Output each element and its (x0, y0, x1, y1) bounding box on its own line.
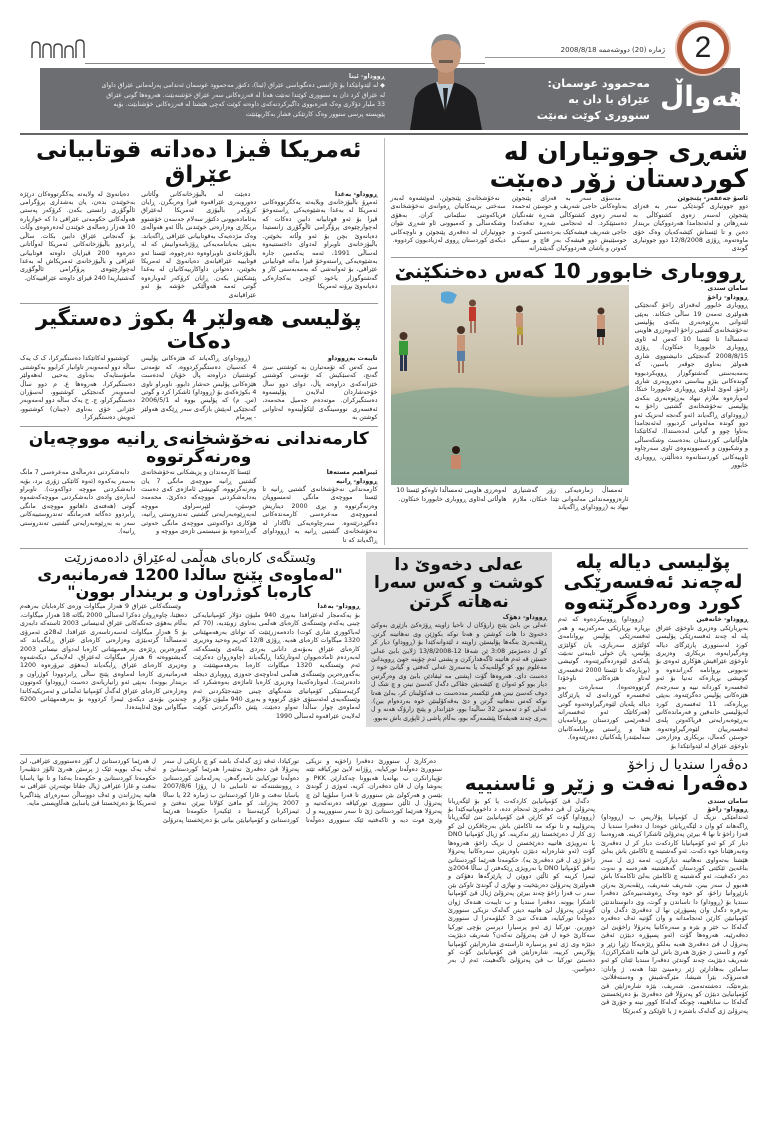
khabur-body (391, 285, 749, 512)
zakho-byline-location: ڕووداو- زاخۆ (707, 806, 748, 814)
right-half (391, 138, 749, 513)
electricity-headline[interactable]: "لەماوەی پێنج ساڵدا 1200 فەرمانبەری کارەبا کوژراون و بریندار بوون" (37, 564, 343, 602)
top-story-byline: ڕووداو- ئینا (348, 73, 385, 80)
police-erbil-text-3: کوشتبوو لەکاتێکدا دەستگیرکرا، ک ک یەک ساڵە دوو لەمەوبەر تاوانبار کرابوو بەکوشتنی مامۆستایەک بەناوی یەحیی لەهەولێر دەستگیرکرا، هەروەها ع. م دوو ساڵ لەمەوبەر گەنجێکی کوشتبوو، لەسۆران دەستگیرکراو، ج. ح یەک ساڵە دوو لەمەوبەر خێزانی خۆی بەناوی (جینان) کوشتبوو، ئەویش دەستگیرکرا. (19, 355, 136, 422)
diyala-text-1: بەبڕیارێکی وەزیری ناوخۆی عێراق پلە لە چەند ئەفسەرێکی پۆلیسی کورد لەسنووری پارێزگای دیالە وەرگیرایەوە، بریکاری وەزیری ناوخۆی عێراقیش هۆکاری ئەوەی بۆ نەبوونی بڕوانامە گەڕاندەوە و گوتیشی بڕیارەکە تەنیا بۆ ئەو ئەفسەرە کوردانە نییە و سەرجەم هێزەکانی پۆلیس دەگرێتەوە. بەپێی بڕیارەکە، 11 ئەفسەری کورد لەپۆلیسی خانەقین و فەرماندەکانی بەڕێوەبەرایەتی فریاکەوتن پلەی ئەفسەرییان لێوەرگیراوەتەوە. حوسێن کەمال، بریکاری وەزارەتی ناوخۆی عێراق لە لێدوانێکدا بۆ (656, 624, 749, 750)
page-number: 2 (694, 31, 712, 64)
zakho-right (448, 758, 748, 1016)
farmers-column-3 (390, 195, 505, 254)
farmers-text-3: نەخۆشخانەی پێنجوێن، لەوێشەوە لەبەر سەختی برینەکانیان ڕەوانەی نەخۆشخانەی فریاکەوتنی سلێمانی کران. بەهۆی وشکەساڵی و کەمبوونی ئاو شەڕی نێوان جووتیاران لە دەڤەری پێنجوێن و ناوچەکانی دیکەی کوردستان ڕووی لەزیادبوون کردووە. (390, 195, 506, 245)
issue-info: ژمارە (20) دووشەممە 2008/8/18 (485, 46, 665, 58)
electricity-byline: ڕووداو- بەغدا (317, 603, 360, 611)
diyala-text-2: (ڕووداو) ڕوونیکردەوە کە ئەم بڕیارە بڕیارێکی مەرکەزییە و هەر ئەفسەرێکی پۆلیس بڕوانامەی کۆلێژی سەربازی، یان کۆلێژی پۆلیس، یان خولی تایبەتی نەبێت پلەکەی لێوەردەگیرێتەوە، گوتیشی (بڕیارەکە تا ئێستا 2000 ئەفسەری لەناو هێزەکانی ناوخۆدا گرتووەتەوە). سەبارەت بەو ئەفسەرە کوردانەی لە پارێزگای دیالە پلەیان لێوەرگیراوەتەوە گوتی (هەرکاتێک ئەو ئەفسەرانە لەهەرێمی کوردستان بڕوانامەیان هێنا و ڕاستی بڕوانامەکانیان سەلمێندرا پلەکانیان دەدرێتەوە). (558, 616, 651, 742)
khabur-column-1 (635, 285, 749, 470)
diyala-article (558, 552, 748, 751)
top-story-text: ◆ لە لێدوانێکدا بۆ ئاژانسی دەنگوباسی عێراق (ئینا)، دکتۆر مەحموود عوسمان ئەندامی پەرلەمانی عێراق داوای لە عێراق کرد دان بە سنووری کوێتدا نەنێت هەتا لە قەرزەکانی سەر عێراق خۆشنەبێت. هەروەها گوتی عێراق 33 ملیار دۆلاری وەک قەرەبووی داگیرکردنەکەی داوەتە کوێت کەچی هێشتا لە قەرزەکانی خۆشنابێت. بۆیە پێویستە پرسی سنوور وەک کارتێکی فشار بەکاربهێنێت (101, 82, 385, 118)
zakho-byline: سامان سندی (707, 797, 748, 805)
portrait-photo (390, 20, 500, 130)
khabur-byline: سامان سندی (707, 285, 748, 293)
farmers-column-2 (512, 195, 627, 254)
section-rule (20, 548, 748, 549)
farmers-text-1: دوو جووتیاری گوندێکی سەر بە قەزای پێنجوێن لەسەر زەوی کشتوکاڵی بە شەڕهاتن و لەئەنجامدا هەردووکیان بریندار دەبن و تا ئێستاش کێشەکەیان وەک خۆی ماوەتەوە. ڕۆژی 12/8/2008 دوو جووتیاری گوندی (632, 203, 748, 253)
zakho-text-1: ئەندامێکی نزیک ل کۆمپانیا پۆلاریس ب (ڕووداو) ڕاگەهاند کو وان د لێگەڕیانێن خوەدا ل دەڤەرا سندیا ل قەزا زاخۆ تا نها 4 بیرێن پەترۆلێ ئاشکرا کرینە. هەروەسا دیار کر کو ئەو کۆمپانیایا کاردکەت دیار کر ل دەڤەرێ وەبەرهێنانا خوە دکەت. ئەو گەشتینە چ ئاکامێن باش بەلێ هێشتا بەتەواوی نەهاتینە دیارکرن، ئەمە ژی ل سەر بناغەیێ ئێکێتی کوردستان گەهشتینە هەرەسە و نەوت دەر دکەڤیت، ئەو گەشتینە چ ئاکامێن بەلێ ئاکامەکا باش هەبوو ل سەر بینن. شەریف شەریف، ڕێڤەبەرێ بەرێن بازێڕوانیا زاخۆ، کو خوە وەک ڕەوشەنبیرەکێ دەڤەرا سندیا بۆ (ڕووداو) دا ناساندن و گوت، وی دانوستاندنێن بەرفرە دگەل وان پسپۆڕێن نها ل دەڤەرێ دگەل وان کۆمپانیێن کارێن ئەنجامدانە و وان گۆتیە ئەڤ دەڤەرە گەلەکا ب خێر و بێرە و سەرەکانیا پەترۆلا زاخۆیێ لێ دەڤەرێیە. هەروەها گۆت (ئەو پسپۆڕە دبێژن ئەڤێ پەترۆل ل ڤێ دەڤەرێ هەیە بەلکو ڕێژەیەکا زێڕا زێڕ و کوم و ئاسنی ژ جۆرێ هەرێ باش لێ هاتیە ئاشکراکرن). شەریف دبێژیت چەند گوندێن دەڤەرا سندیا ئێنان کو ئەو ساماێن بەهادارێن ژێر زەمینێ تێدا هەنە، ژ وانان: قەسرۆک، بێرا شیشا، مێرگەشیش و وەستەڤلانێ، بێرەنێک، دەشتەتەمێ. شەریف، بێژە شارەزایێن ڤێ کۆمپانیایێ دبێژن کو پەترۆلا ڤێ دەڤەرێ بۆ دەرێخستنێ گەلەکا ب ساناهییە، چونکە گەلەکا کوور نینە و جۆرێ ڤێ پەترۆلێ ژی گەلەک باشترە ژ یا ئاوێکێ و کەبرێکا (601, 814, 748, 1015)
khabur-text-1: ڕووباری خابوور لەقەزای زاخۆ گەنجێکی هەولێری تەمەن 19 ساڵی خنکاند. بەپێی لێدوانی بەڕێوەبەری بنکەی پۆلیسی نەخۆشخانەی گشتیی زاخۆ (لەوەزری هاوینی ئەمساڵدا تا ئێستا 10 کەس لە ئاوی ڕووباری خابووردا خنکاون). ڕۆژی 2008/8/15 گەنجێکی دانیشتووی شاری هەولێر بەناوی جوڤەر یاسین، کە بەمەبەستی گەشتوگوزار ڕوویکردبووە گوندەکانی بێژو بیناستی دەوروبەری شاری زاخۆ، لەوێ لەئاوی ڕووباری خابووردا خنکا. لەوبارەوە ملازم نیهاد بەڕێوەبەری بنکەی پۆلیسی نەخۆشخانەی گشتیی زاخۆ بە (ڕووداو)ی ڕاگەیاند (ئەو گەنجە لەنزیک ئەو دوو گوندە مەلەوانی کردبوو، لەئەنجامدا بەناوا چوو و گیانی لەدەستدا). لەکاتێکدا هاوڵاتیانی کوردستان بەدەست وشکەساڵی و وشکبوون و کەمبوونەوەی ئاوی سەرچاوە ئاوییەکانی کوردستانەوە دەناڵێنن، ڕووباری خابوور (634, 302, 748, 469)
upper-block (20, 138, 748, 545)
zakho-kicker: دەڤەرا سندیا ل زاخۆ (628, 756, 748, 773)
visa-columns (20, 191, 378, 300)
zakho-column-1 (601, 798, 748, 1017)
section-rule (20, 133, 748, 135)
police-erbil-columns (20, 355, 378, 422)
visa-text-3: دەیانەوێ لە ولایەتە یەکگرتووەکان درێژە بەخوێندن بدەن، یان بەشداری پرۆگرامی ئاڵوگۆڕی زانستی بکەن. کرۆکەر پەستی هەوڵەکانی حکومەتی عێراقی دا کە خوازیارە 10 هەزار زەمالەی خوێندن لەدەرەوەی وڵات بۆ گەنجانی عێراق دابین بکات. ساڵی ڕابردوو باڵیۆزخانەکانی ئەمریکا لەوڵاتانی دەرەوە 200 ڤیزایان داوەتە قوتابیانی عێراقی و باڵیۆزخانەی ئەمریکاش لە بەغدا لەچوارچێوەی پرۆگرامی ئاڵوگۆڕی گەشتیاریدا 240 ڤیزای داوەتە عێراقییەکان. (19, 190, 136, 282)
ranya-column-3 (20, 469, 135, 545)
police-erbil-column-3 (20, 355, 135, 422)
zakho-column-2 (448, 798, 595, 1017)
ranya-text-2: ئێستا کارمەندان و پزیشکانی نەخۆشخانەی گشتیی ڕانیە مووچەی مانگی 7 یان وەرنەگرتووە، گوتیشی ئاماژەی کەی دەست بەدابەشکردنی مووچەکە دەکرێ. محەمەد حوسێن، لێپرسراوی مووچە لەبەڕێوەبەرایەتی گشتیی تەندروستی ڕانیە، هۆکاری دواکەوتنی مووچەی مانگی حەوتی گەڕاندەوە بۆ سیستمی تازەی مووچە و (141, 469, 257, 536)
electricity-text-2: وێستگەکانی عێراق 9 هەزار میگاوات وزەی کارەبایان بەرهەم دەهێنا، چاوەڕوان دەکرا لەساڵی 2000 بگاتە 18 هەزار میگاوات، بەڵام بەهۆی جەنگەکانی عێراق لەنیسانی 2003 ئاستەکە دابەزی بۆ 5 هەزار میگاوات لەسەرتاسەری عێراقدا. لە28ی ئەمرۆی ئەمساڵدا گرتەبێژی وەزارەتی کارەبای عێراق ڕایگەیاند کە گەورەترین ڕێژەی بەرهەمهێنانی کارەبا لەدوای نیسانی 2003 گەیشتووەتە 6 هەزار میگاوات لەعێراق. لەلایەکی دیکەشەوە وەزیری کارەبای عێراق ڕایگەیاند (بەهۆی تیرۆرەوە 1200 فەرمانبەری کارەبا لەماوەی پێنج ساڵی ڕابردوودا کوژراون و بریندار بوونە). بەپێی ئەو زانیاریانەی دەست (ڕووداو) کەوتوون وەزارەتی کارەبای عێراق لەگەڵ کۆمپانیا ئەڵمانی و ئەمریکیەکاندا چەندین بۆندی دیکەی ئیمزا کردووە بۆ بەرهەمهێنانی 6200 میگاواتی نوێ لەئایندەدا. (20, 603, 188, 712)
farmers-column-1 (633, 195, 748, 254)
khabur-byline-location: ڕووداو- زاخۆ (707, 293, 748, 301)
khabur-text-2: ئەمساڵ ژمارەیەکی زۆر گەشتیاری ئارەزوومەندانی مەلەوانی تێدا خنکان، ملازم نیهاد بە (ڕووداو)ی ڕاگەیاند (512, 487, 629, 512)
diyala-columns (558, 616, 748, 751)
visa-byline: ڕووداو- بەغدا (334, 190, 378, 198)
police-erbil-text-1: سێ کەس کە تۆمەتبارن بە کوشتنی سێ گەنج، کەسێکیش کە تۆمەتی کوشتنی خێزانەکەی دراوەتە پاڵ، دوای دوو ساڵ خۆحەشاردان لەلایەن پۆلیسەوە دەستگیرکران. موتەدەم جەمیل محەمەد، ئەفسەری نووسینگەی لێکۆڵینەوە لەتاوانی کوشتن بە (262, 363, 378, 422)
electricity-article (20, 552, 360, 721)
ali-byline: ڕووداو- دهۆک (502, 613, 547, 621)
ali-article-box (366, 552, 552, 727)
page-number-badge (677, 22, 729, 74)
ranya-column-1 (262, 469, 377, 545)
khabur-photo-block (391, 285, 629, 512)
diyala-column-2 (558, 616, 650, 751)
ranya-column-2 (141, 469, 256, 545)
zakho-text-3: دەرکارێ ل سنوورێ دەڤەرا زاخۆیە و نزیکی سنوورێ دەوڵەتا تورکیایە، ڕۆژانە لایێ تورکیاڤە تێتە تۆپبارانکرن ب بهانەیا هەبوونا چەکدارێن PKK و بەوشا وان ل ڤان دەڤەران. کریە، ئەوژی ژ گوندێ بێسن و هەرکولێ بێن سنووری تا قەرا سلۆپیا لێ چ پەترۆل ل ئاڵێن سنووری تورکیاڤە دەرنەکەتیە و پەترۆلا هەرێما کوردستانێ ژێ تا سەر سنوورییە و ل وێرێ فوت دبە و ئاکەفتیە ئێک سنووری دەوڵەتا تورکیادا، ئەڤە ژی گەلەک باشە کو چ بارێکی ل سەر پەترۆلا ڤێ دەڤەرێ نەتێبەرا هەرێما کوردستانێ و دەوڵەتا تورکیایێ نامەرگەهن. پەرلەمانێ کوردستانێ د ڕوونشتنەکە تە ئاسایی دا ل ڕۆژا 2007/8/6 یاسایا نەفت و غازا کوردستانێ ب ژمارە 22 یا ساڵا 2007 پەژراند، کو مافێ کۆلانا بیرێن نەفتێ و ئیمزاکرنا گرێبەستا د ئێکبەرا حکومەتا هەرێما کوردستانێ و کۆمپانیایێن بیانی بۆ دەرێخستنا پەترۆلێ ل هەرێما کوردستانێ ل گۆر دەستووری عێراقی، لێ ئەڤ یەک بوویە ئێک ژ پرسێن هەرێ ئالۆز دنێڤبەرا حکومەتا کوردستانێ و حکومەتا بەغدا و تا نها یاسایا نەفت و غازا عێراقی ژیال جڤاتا نوێنەرێن عێراقی نە هاتیە پەژراندن و ئەڤ دووساڵن سەرەڕای پێداگیریا ئەمریکا بۆ دەرێخستنا ڤێ یاسایێ هەڵاویستی مایە. (20, 757, 442, 824)
zakho-column-3 (20, 758, 442, 825)
zakho-text-2: دگەل ڤێ کۆمپانیایێ کاردکەت یا کو بۆ لێگەڕیانا پەترۆلێ ل ڤێ دەڤەرێ ئەنجام ددە، د داخوویانیەکێدا بۆ (ڕووداو) گۆت کو کارێن ڤێ کۆمپانیایێ تنێ لێگەڕیانا پەترۆلییە و تا نوکە مە ئاکامێن باش بەرچاڤکرن لێ کو ژی کار ل دەرێخستنا زێڕ نەکرینە. کو زیال کۆمپانیا DNO یا نەرویژی هاتییە دەرێخستن ل نزیک زاخۆ، هەروەها گۆت (ئەو شارەزایە دبێژن باوەریێن سەرەکانیا پەترۆلا زاخۆ ژی ل ڤێ دەڤەرێ یە). حکومەتا هەرێما کوردستانێ تەڤی کۆمپانیا DNO یا نەرویژی ڕێکەفتن ل ساڵا 2004ێ ئیمزا کرینە کو ئاڵێن دووێن ل پارێزگەها دهۆکێ و هەولێرێ پەترۆلێ دەربێخیت و نهاژی ل گوندێ تاوکێ بێن سەر ب قەزا زاخۆ چەند بیرێن پەترۆلێ ژیال ڤێ کۆمپانیا ئاشکرا بوونە. دەڤەرا سندیا و ب تایبەت هندەک ژوان گوندێن پەترۆل لێ هاتییە دیتن گەلەک نزیکی سنوورێ دەوڵەتا تورکیایە، هندەک تنێ 3 کیلۆمەترا ل سنوورێ دووربن. تورکیا ژی ئەو پرسیارا دپرسن بۆچی تورکیا سەکارێ خوە ل ڤێ پەترۆلێ نەکەن؟ شەریف دبێژیت دبێژە وی ژی ئەو پرسیارە ئاراستەی شارەزایێن کۆمپانیا پۆلاریس کرییە، شارەزایێن ڤێ کۆمپانیایێ گۆت کو دەستێ تورکیا ب ڤێ پەترۆلێ ناگەهیت، ئەم ل بەر دەوامین. (448, 797, 595, 973)
electricity-kicker: وێستگەی کارەبای هەڵمی لەعێراق دادەمەزرێت (64, 550, 316, 566)
river-photo (391, 285, 629, 485)
police-erbil-column-1 (262, 355, 377, 422)
ranya-byline-location: ڕووداو- ڕانیە (336, 477, 378, 485)
visa-column-3 (20, 191, 135, 300)
visa-headline[interactable]: ئەمریکا ڤیزا دەداتە قوتابیانی عێراق (36, 137, 362, 188)
electricity-column-2 (20, 603, 187, 721)
section-rule (20, 426, 378, 427)
middle-block (20, 552, 748, 751)
police-erbil-text-2: (ڕووداو)ی ڕاگەیاند کە هێزەکانی پۆلیس 4 کەسیان دەستگیرکردووە، کە تۆمەتی کوشتنیان دراوەتە پاڵ خۆیان لەدەست هێزەکانی پۆلیس حەشار دابوو. ناوبراو ناوی 4 بکوژەکەی بۆ (ڕووداو) ئاشکرا کرد و گوتی (س. م) کە پۆلیس بووە لە 2006/5/1 گەنجێکی لەپێش بازگەی سەر ڕێگەی هەولێر - پیرمام (141, 355, 257, 422)
left-half (20, 138, 378, 545)
newspaper-logo (28, 38, 88, 62)
visa-column-1 (262, 191, 377, 300)
farmers-text-2: مەسۆی سەر بە قەزای پێنجوێن بەناوەکانی حاجی شەریف و حوسێن ئەحمەد لەسەر زەوی کشتوکاڵی شەڕە تفەنگیان دەستپێکرد. لە ئەنجامی شەڕە تەقەکەدا حاجی شەریف فیشەکێک بەردەستی کەوت و حوسێنیش دوو فیشەک بەر قاچ و سینگی کەوتن و پاشان هەردووکیان گەیێندرانە (511, 195, 627, 253)
top-story-headline[interactable]: مەحموود عوسمان: عێراق با دان بە سنووری کوێت نەنێت (536, 77, 650, 122)
police-erbil-column-2 (141, 355, 256, 422)
zakho-columns (448, 798, 748, 1017)
zakho-article (20, 758, 748, 1016)
section-rule (20, 754, 748, 755)
ali-headline[interactable]: عەلی دخەوێ دا کوشت و کەس سەرا نەهاتە گرتن (374, 554, 544, 612)
visa-text-2: دەبێت لە باڵیۆزخانەکانی وڵاتانی دەوروبەری عێراقەوە ڤیزا وەربگرن. ڕایان کرۆکەر باڵیۆزی ئەمریکا لەعێراق بەئامادەبوونی دکتۆر سەلام حەسەن خۆشنوو بریکاری وەزارەتی خوێندنی باڵا ئەو هەواڵەی وەک مژدەیەک بەقوتابیانی عێراقی ڕاگەیاند. بەپێی بەیاننامەیەکی ڕۆژنامەوانیش کە لە باڵیۆزخانەی ناوبراوەوە دەرچووە، ئێستا ئەو قوتابییە عێراقیانەی دەیانەوێ لە ئەمریکا بخوێنن، دەتوانن داواکارییەکانیان لە بەغدا پێشکێش بکەن. ڕایان کرۆکەر لەوبارەوە گوتی ئەمە هەواڵێکی خۆشە بۆ ئەو عێراقیانەی (141, 190, 257, 299)
electricity-columns (20, 603, 360, 721)
khabur-under-photo (391, 487, 629, 512)
zakho-headline[interactable]: دەڤەرا نەفت و زێڕ و ئاسنییە (464, 771, 748, 796)
ranya-text-1: کارمەندانی نەخۆشخانەی گشتیی ڕانیە تا ئێستا مووچەی مانگی ئەمسوویان وەرنەگرتووە و بڕی 2000 دیناریش لەمووچەی مەعرەسی کارمەندەکانی دەگێڕدرێتەوە. سەرچاوەیەکی ئاگادار لە نەخۆشخانەی گشتیی ڕانیە بە (ڕووداو)ی ڕاگەیاند کە تا (262, 486, 378, 544)
section-rule (20, 303, 378, 304)
section-title: هەواڵ (660, 80, 748, 113)
electricity-column-1 (193, 603, 360, 721)
ranya-headline[interactable]: کارمەندانی نەخۆشخانەی ڕانیە مووچەیان وەرنەگرتووە (28, 428, 369, 467)
river-photo-caption: لەوەرزی هاوینی ئەمساڵدا تاوەکو ئێستا 10 هاوڵاتی لەئاوی ڕووباری خابووردا خنکاون. (396, 487, 507, 503)
police-erbil-headline[interactable]: پۆلیسی هەولێر 4 بکوژ دەستگیر دەکات (36, 305, 362, 353)
police-erbil-byline: تایبەت بەڕووداو (327, 355, 378, 363)
farmers-columns (391, 195, 749, 254)
visa-column-2 (141, 191, 256, 300)
top-story-summary (100, 72, 385, 119)
ranya-columns (20, 469, 378, 545)
column-divider (384, 138, 385, 545)
electricity-text-1: بۆ یەکەمجار لەعێراقدا بەبڕی 940 ملیۆن دۆلار کۆمپانیایەکی چینی یەکەم وێستگەی کارەبای هەڵمی بەناوی زوبێدیە، (70 کم لەباکووری شاری کوت) دادەمەزرێنێت کە توانای بەرهەمهێنانی 1320 میگاوات کارەبای هەیە. ڕۆژی 12/8 کەریم وەحید وەزیری کارەبای عێراق بەبۆنەی دانانی بەردی بناغەی وێستگەکە، لەبەردەم ئامادەبووان لەوتارێکدا ڕایگەیاند (چاوەڕوان دەکرێت ئەم وێستگەیە 1320 میگاوات کارەبا بەرهەمبهێنێت و بەگەورەترین وێستگەی هەڵمی لەناوچەی حەوزی ڕووباری دیجلە دادەنرێت). لەوتارەکەیدا وەزیری کارەبا ئاماژەی بەوەشکرد کە گرێبەستێکی کۆمپانیای شەنگهای چینی جێبەجێکردنی ئەم وێستگەیەی لەئەستۆی خۆی گرتووە و بەبڕی 940 ملیۆن دۆلار و لەماوەی چوار ساڵدا تەواو دەبێت. پێش داگیرکردنی کوێت لەلایەن عێراقەوە لەساڵی 1990 (193, 611, 361, 720)
farmers-headline[interactable]: شەڕی جووتیاران لە کوردستان زۆر دەبێت (489, 137, 748, 193)
visa-text-1: ئەمڕۆ باڵیۆزخانەی ویلایەتە یەکگرتووەکانی ئەمریکا لە بەغدا بەشێوەیەکی ڕاستەوخۆ ڤیزا بۆ ئەو قوتابیانە دابین دەکات کە لەچوارچێوەی پرۆگرامی ئاڵوگۆڕی زانستیدا دەیانەوێ بچن بۆ ئەو وڵاتە بخوێنن. باڵیۆزخانەی ناوبراو لەدوای داخستنیەوە لەساڵی 1991، ئەمە یەکەمین جارە بەشێوەیەکی ڕاستەوخۆ ڤیزا بداتە قوتابیانی عێراقی، بۆ ئەوانەشی کە بەمەبەستی کار و گەشتوگوزار یاخود کۆچی بەکجارەکی دەیانەوێ بڕۆنە ئەمریکا (262, 199, 378, 291)
farmers-byline: ئاسۆ جەعفەر- پێنجوێن (677, 195, 748, 202)
diyala-column-1 (656, 616, 748, 751)
diyala-headline[interactable]: پۆلیسی دیالە پلە لەچەند ئەفسەرێکی کورد وەردەگرێتەوە (563, 550, 743, 614)
khabur-headline[interactable]: ڕووباری خابوور 10 کەس دەخنکێنێ (394, 258, 744, 283)
khabur-column-2 (513, 487, 629, 512)
section-rule (391, 257, 749, 258)
ali-text: عەلی بن بابێ پێنج زارۆکان ل ناحیا زاویتە ڕۆژەکێ بازێڕی بەوکێ دخەوێ دا هات کوشتن و هەتا نوکە بکوژێن وی نەهاتینە گرتن. ڕێڤەبەرێ بنگەها پۆلیسێن زاویتە د لێدوانەکێدا بۆ (ڕووداو) دیار کر کو ل دەمژمێر 3:08 ێن شەڤا 12-13/8/2008 ژلایێ بابێ عەلی حسێن ڤە ئەم هاتینە ئاگەهدارکرن و پشتی ئەم چۆینە جهێ ڕوویدانێ مەعلوم بوو کو گوللەیەک یا بەسەرێ عەلی کەفتی و گیانێ خوە ژ دەست دای. هەروەها گۆت (پشتی مە ئیفادێن بابێ وی وەرگرتین دیار بوو کو ئەوان چ کێشەیێن جڤاکی دگەل کەسێ نینن و چ شک ل دوف کەسێ نینن هەر ئێکسەر مەدەست ب ڤەکۆلینان کر، بەلێ هەتا نوکە کەس نەهاتیە گرتن و دێ بەڤەکۆلینێن خوە بەردەوام بین). عەلی کو د تەمەنێ 32 ساڵیدا بوو، خێزاندار و پێنج زارۆک هەنە و ل بەری چەند هەیڤەکا پێشمەرگە بوو، بەڵام پاشی ژ ئاپۆری باش نەبوو. (371, 622, 547, 722)
ranya-text-3: دابەشکردنی دەرماڵەی مەعرەسی 7 مانگ بەسەر یەکەوە (ئەوە کاتێکی زۆری برد، بۆیە دابەشکردنی مووچە دواکەوت). ناوبراو لەبارەی وادەی دابەشکردنی مووچەکەشەوە گوتی (هەفتەی داهاتوو مووچەی مانگی ڕابردوو دەگاتە فەرمانگە تەندروستییەکانی سەر بە بەڕێوەبەرایەتی گشتیی تەندروستی ڕانیە). (19, 469, 136, 536)
masthead (20, 18, 748, 130)
diyala-byline: ڕووداو- خانەقین (696, 616, 748, 624)
ali-column (371, 614, 547, 723)
logo-mark-icon (28, 38, 88, 62)
ranya-byline: ئیبراهیم مستەفا (326, 469, 378, 477)
